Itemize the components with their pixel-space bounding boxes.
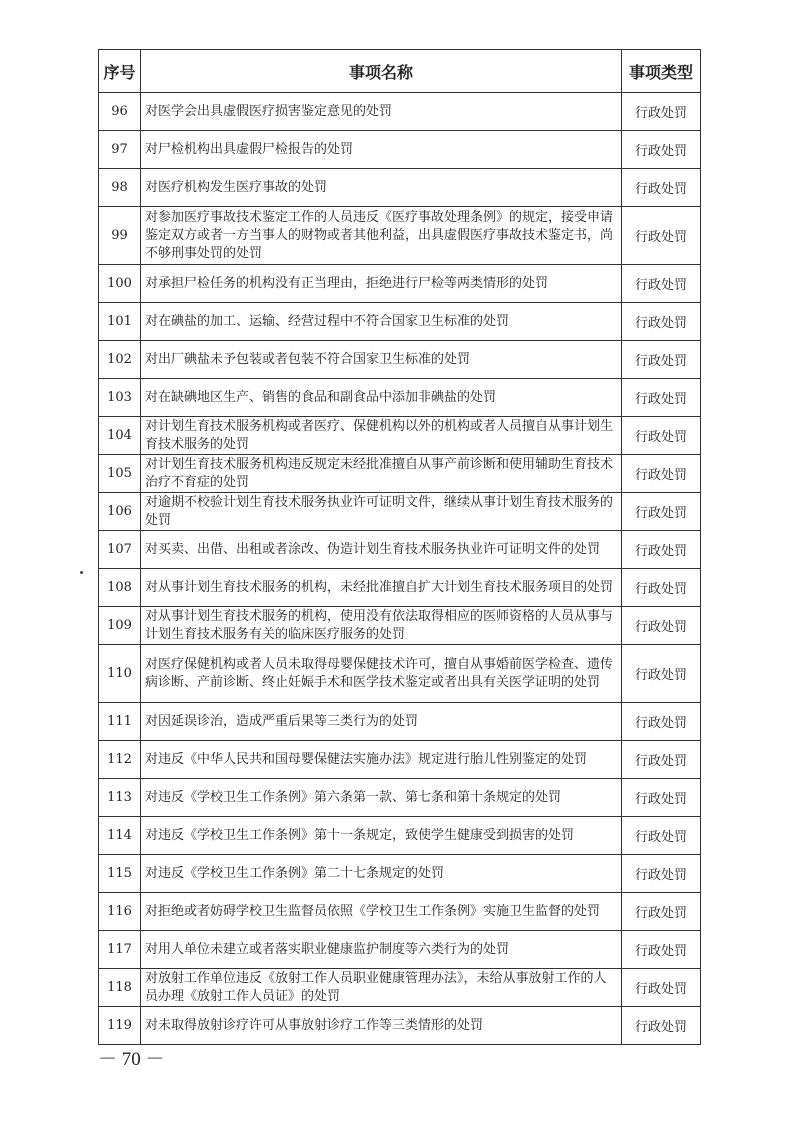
row-name: 对计划生育技术服务机构违反规定未经批准擅自从事产前诊断和使用辅助生育技术治疗不育症的处罚	[141, 455, 622, 493]
row-type: 行政处罚	[622, 779, 701, 817]
row-type: 行政处罚	[622, 341, 701, 379]
table-row	[99, 455, 701, 493]
table-row	[99, 379, 701, 417]
row-seq: 101	[99, 303, 141, 341]
table-row	[99, 741, 701, 779]
row-seq: 109	[99, 607, 141, 645]
table-row	[99, 645, 701, 703]
row-seq: 117	[99, 931, 141, 969]
row-seq: 104	[99, 417, 141, 455]
row-seq: 111	[99, 703, 141, 741]
table-row	[99, 607, 701, 645]
header-seq: 序号	[99, 50, 141, 93]
row-name: 对医学会出具虚假医疗损害鉴定意见的处罚	[141, 93, 622, 131]
table-row	[99, 341, 701, 379]
header-type: 事项类型	[622, 50, 701, 93]
table-row	[99, 169, 701, 207]
row-name: 对从事计划生育技术服务的机构，未经批准擅自扩大计划生育技术服务项目的处罚	[141, 569, 622, 607]
table-row	[99, 703, 701, 741]
table-row	[99, 855, 701, 893]
row-type: 行政处罚	[622, 131, 701, 169]
table-row	[99, 93, 701, 131]
row-type: 行政处罚	[622, 417, 701, 455]
row-name: 对买卖、出借、出租或者涂改、伪造计划生育技术服务执业许可证明文件的处罚	[141, 531, 622, 569]
row-name: 对违反《学校卫生工作条例》第二十七条规定的处罚	[141, 855, 622, 893]
table-header-row	[99, 50, 701, 93]
row-seq: 97	[99, 131, 141, 169]
row-name: 对违反《中华人民共和国母婴保健法实施办法》规定进行胎儿性别鉴定的处罚	[141, 741, 622, 779]
row-name: 对在缺碘地区生产、销售的食品和副食品中添加非碘盐的处罚	[141, 379, 622, 417]
row-type: 行政处罚	[622, 569, 701, 607]
table-row	[99, 1007, 701, 1045]
stray-mark	[80, 571, 83, 574]
row-seq: 96	[99, 93, 141, 131]
row-name: 对尸检机构出具虚假尸检报告的处罚	[141, 131, 622, 169]
row-seq: 114	[99, 817, 141, 855]
table-row	[99, 893, 701, 931]
row-seq: 105	[99, 455, 141, 493]
row-type: 行政处罚	[622, 207, 701, 265]
row-type: 行政处罚	[622, 817, 701, 855]
row-type: 行政处罚	[622, 703, 701, 741]
row-type: 行政处罚	[622, 607, 701, 645]
row-name: 对用人单位未建立或者落实职业健康监护制度等六类行为的处罚	[141, 931, 622, 969]
table-row	[99, 131, 701, 169]
table-row	[99, 493, 701, 531]
row-seq: 107	[99, 531, 141, 569]
row-type: 行政处罚	[622, 93, 701, 131]
row-type: 行政处罚	[622, 969, 701, 1007]
row-name: 对出厂碘盐未予包装或者包装不符合国家卫生标准的处罚	[141, 341, 622, 379]
row-name: 对未取得放射诊疗许可从事放射诊疗工作等三类情形的处罚	[141, 1007, 622, 1045]
row-seq: 108	[99, 569, 141, 607]
row-seq: 102	[99, 341, 141, 379]
table-row	[99, 931, 701, 969]
row-name: 对在碘盐的加工、运输、经营过程中不符合国家卫生标准的处罚	[141, 303, 622, 341]
row-name: 对参加医疗事故技术鉴定工作的人员违反《医疗事故处理条例》的规定，接受申请鉴定双方或者一方当事人的财物或者其他利益，出具虚假医疗事故技术鉴定书，尚不够刑事处罚的处罚	[141, 207, 622, 265]
table-row	[99, 207, 701, 265]
row-seq: 113	[99, 779, 141, 817]
row-name: 对承担尸检任务的机构没有正当理由，拒绝进行尸检等两类情形的处罚	[141, 265, 622, 303]
row-name: 对医疗保健机构或者人员未取得母婴保健技术许可，擅自从事婚前医学检查、遗传病诊断、产前诊断、终止妊娠手术和医学技术鉴定或者出具有关医学证明的处罚	[141, 645, 622, 703]
row-name: 对违反《学校卫生工作条例》第六条第一款、第七条和第十条规定的处罚	[141, 779, 622, 817]
row-name: 对逾期不校验计划生育技术服务执业许可证明文件，继续从事计划生育技术服务的处罚	[141, 493, 622, 531]
row-seq: 115	[99, 855, 141, 893]
row-seq: 119	[99, 1007, 141, 1045]
items-table	[98, 49, 701, 1045]
row-seq: 110	[99, 645, 141, 703]
row-name: 对计划生育技术服务机构或者医疗、保健机构以外的机构或者人员擅自从事计划生育技术服务的处罚	[141, 417, 622, 455]
row-name: 对从事计划生育技术服务的机构，使用没有依法取得相应的医师资格的人员从事与计划生育技术服务有关的临床医疗服务的处罚	[141, 607, 622, 645]
row-seq: 98	[99, 169, 141, 207]
row-type: 行政处罚	[622, 169, 701, 207]
row-type: 行政处罚	[622, 855, 701, 893]
table-row	[99, 265, 701, 303]
table-row	[99, 417, 701, 455]
row-name: 对医疗机构发生医疗事故的处罚	[141, 169, 622, 207]
row-type: 行政处罚	[622, 741, 701, 779]
row-name: 对违反《学校卫生工作条例》第十一条规定，致使学生健康受到损害的处罚	[141, 817, 622, 855]
row-seq: 103	[99, 379, 141, 417]
row-type: 行政处罚	[622, 379, 701, 417]
row-name: 对因延误诊治，造成严重后果等三类行为的处罚	[141, 703, 622, 741]
row-type: 行政处罚	[622, 893, 701, 931]
page-number: － 70 －	[98, 1049, 165, 1070]
table-row	[99, 569, 701, 607]
table-row	[99, 303, 701, 341]
row-type: 行政处罚	[622, 1007, 701, 1045]
table-row	[99, 779, 701, 817]
row-seq: 100	[99, 265, 141, 303]
row-type: 行政处罚	[622, 303, 701, 341]
row-type: 行政处罚	[622, 645, 701, 703]
header-name: 事项名称	[141, 50, 622, 93]
row-seq: 118	[99, 969, 141, 1007]
row-type: 行政处罚	[622, 265, 701, 303]
row-type: 行政处罚	[622, 931, 701, 969]
row-seq: 106	[99, 493, 141, 531]
row-type: 行政处罚	[622, 493, 701, 531]
row-type: 行政处罚	[622, 531, 701, 569]
row-type: 行政处罚	[622, 455, 701, 493]
table-row	[99, 531, 701, 569]
row-seq: 99	[99, 207, 141, 265]
row-name: 对拒绝或者妨碍学校卫生监督员依照《学校卫生工作条例》实施卫生监督的处罚	[141, 893, 622, 931]
row-name: 对放射工作单位违反《放射工作人员职业健康管理办法》，未给从事放射工作的人员办理《放射工作人员证》的处罚	[141, 969, 622, 1007]
row-seq: 116	[99, 893, 141, 931]
table-row	[99, 817, 701, 855]
table-row	[99, 969, 701, 1007]
row-seq: 112	[99, 741, 141, 779]
